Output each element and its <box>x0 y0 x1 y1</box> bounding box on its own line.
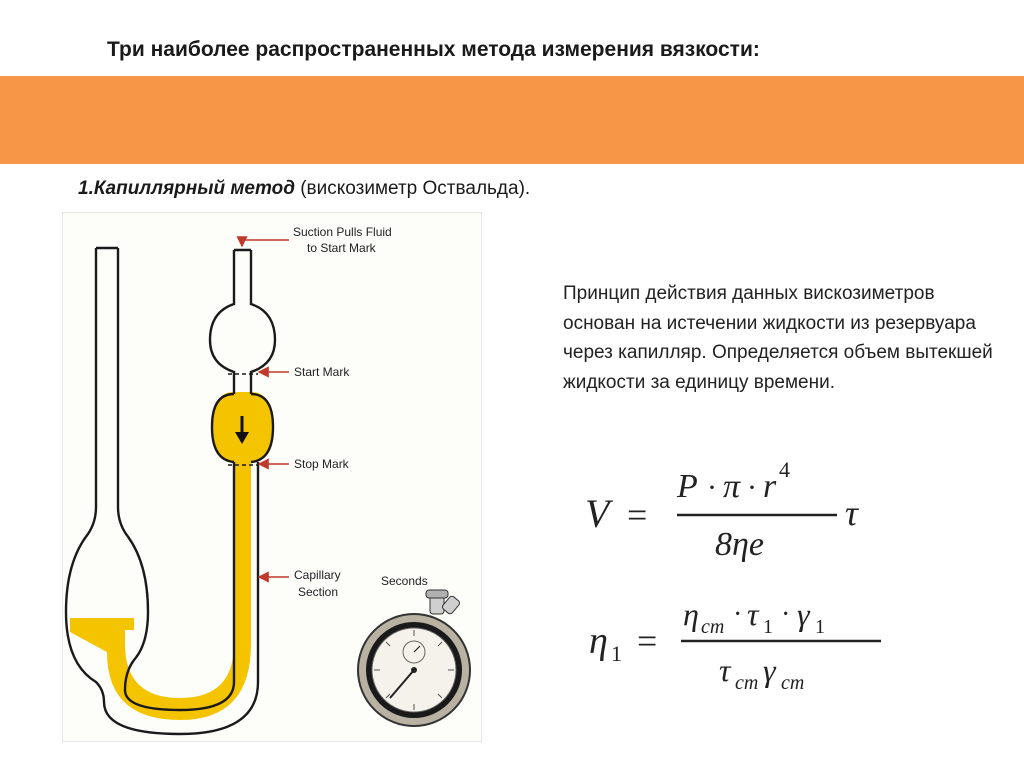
label-stop-mark: Stop Mark <box>294 457 349 471</box>
f1-den: 8ηe <box>715 526 764 563</box>
f2-num-gamma-sub: 1 <box>815 616 825 638</box>
f1-num-r: r <box>763 468 777 505</box>
label-capillary-2: Section <box>298 585 339 599</box>
f2-lhs-sub: 1 <box>611 641 622 666</box>
f1-lhs: V <box>585 491 610 536</box>
label-seconds: Seconds <box>381 574 428 588</box>
f1-dot2: · <box>747 471 757 504</box>
slide-title: Три наиболее распространенных метода измерения вязкости: <box>107 38 760 61</box>
f2-den-gamma-sub: cm <box>781 672 805 694</box>
f2-den-tau: τ <box>719 652 731 688</box>
method-heading <box>78 178 530 200</box>
f1-eq: = <box>627 495 648 535</box>
f1-tail: τ <box>845 493 858 533</box>
viscometer-diagram <box>62 212 482 742</box>
label-suction-2: to Start Mark <box>307 241 376 255</box>
f1-num-p: P <box>677 468 698 505</box>
f1-num-exp: 4 <box>779 457 790 482</box>
f2-den-gamma: γ <box>763 652 776 688</box>
f2-den-tau-sub: cm <box>735 672 759 694</box>
formulas <box>585 455 885 715</box>
principle-description: Принцип действия данных вискозиметров основан на истечении жидкости из резервуара через капилляр. Определяется объем вытекшей жидкости за единицу времени. <box>563 283 993 393</box>
f1-dot1: · <box>707 471 717 504</box>
ostwald-viscometer-figure <box>62 212 482 742</box>
label-start-mark: Start Mark <box>294 365 350 379</box>
f2-num-gamma: γ <box>797 596 810 632</box>
f2-num-eta: η <box>683 596 699 632</box>
method-name: 1.Капиллярный метод <box>78 178 295 199</box>
f2-dot2: · <box>781 599 791 630</box>
f1-num-pi: π <box>723 468 741 505</box>
f2-num-tau-sub: 1 <box>763 616 773 638</box>
formula-viscosity <box>589 596 881 694</box>
label-suction: Suction Pulls Fluid <box>293 225 392 239</box>
f2-num-eta-sub: cm <box>701 616 725 638</box>
formula-volume <box>585 457 859 563</box>
method-parenthetical: (вискозиметр Оствальда). <box>294 178 531 199</box>
label-capillary: Capillary <box>294 568 341 582</box>
f2-eq: = <box>637 621 658 661</box>
formula-graphic <box>585 455 885 715</box>
f2-lhs: η <box>589 620 608 662</box>
f2-num-tau: τ <box>747 596 759 632</box>
f2-dot1: · <box>733 599 743 630</box>
accent-band <box>0 76 1024 164</box>
